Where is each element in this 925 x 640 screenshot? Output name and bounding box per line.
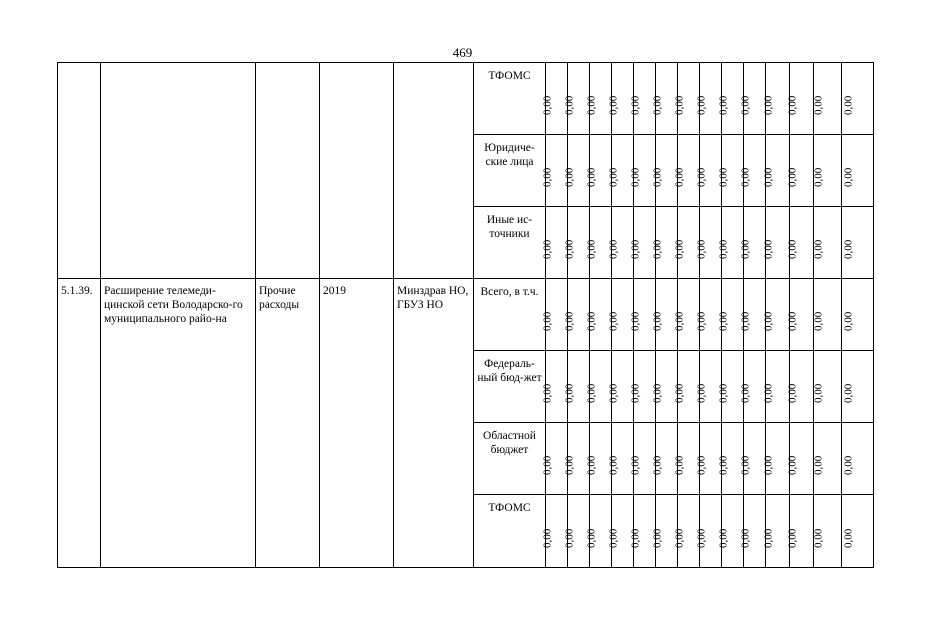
amount-cell <box>811 423 842 495</box>
amount-value: 0,00 <box>694 239 707 259</box>
amount-value: 0,00 <box>540 167 553 187</box>
amount-value: 0,00 <box>716 311 729 331</box>
amount-value: 0,00 <box>628 95 641 115</box>
amount-value: 0,00 <box>811 311 824 331</box>
amount-value: 0,00 <box>738 239 751 259</box>
amount-value: 0,00 <box>785 167 798 187</box>
amount-cell <box>842 279 874 351</box>
amount-value: 0,00 <box>540 528 553 548</box>
amount-value: 0,00 <box>584 167 597 187</box>
amount-value: 0,00 <box>672 167 685 187</box>
amount-value: 0,00 <box>841 311 854 331</box>
amount-cell <box>842 351 874 423</box>
amount-value: 0,00 <box>650 383 663 403</box>
amount-value: 0,00 <box>841 383 854 403</box>
amount-value: 0,00 <box>738 455 751 475</box>
amount-value: 0,00 <box>540 455 553 475</box>
amount-cell <box>785 63 814 135</box>
amount-value: 0,00 <box>785 95 798 115</box>
amount-cell <box>785 279 814 351</box>
amount-cell <box>842 423 874 495</box>
amount-value: 0,00 <box>761 528 774 548</box>
expense-type-cell: Прочие расходы <box>256 279 320 568</box>
amount-cell <box>811 135 842 207</box>
amount-value: 0,00 <box>694 95 707 115</box>
amount-value: 0,00 <box>650 167 663 187</box>
funding-source-cell: ТФОМС <box>474 63 546 135</box>
amount-value: 0,00 <box>811 455 824 475</box>
amount-value: 0,00 <box>738 528 751 548</box>
amount-value: 0,00 <box>811 239 824 259</box>
amount-value: 0,00 <box>672 95 685 115</box>
amount-value: 0,00 <box>562 239 575 259</box>
amount-value: 0,00 <box>650 455 663 475</box>
amount-cell <box>842 495 874 568</box>
amount-value: 0,00 <box>811 95 824 115</box>
amount-value: 0,00 <box>761 167 774 187</box>
amount-value: 0,00 <box>540 311 553 331</box>
year-cell <box>320 63 394 279</box>
amount-value: 0,00 <box>540 383 553 403</box>
amount-cell <box>785 351 814 423</box>
amount-value: 0,00 <box>785 311 798 331</box>
funding-source-cell: Всего, в т.ч. <box>474 279 546 351</box>
amount-cell <box>785 135 814 207</box>
amount-value: 0,00 <box>716 528 729 548</box>
amount-value: 0,00 <box>562 311 575 331</box>
funding-source-cell: Областной бюджет <box>474 423 546 495</box>
amount-value: 0,00 <box>650 311 663 331</box>
amount-value: 0,00 <box>811 383 824 403</box>
amount-value: 0,00 <box>650 95 663 115</box>
amount-value: 0,00 <box>716 455 729 475</box>
amount-value: 0,00 <box>606 383 619 403</box>
table-row <box>58 279 874 351</box>
amount-value: 0,00 <box>694 383 707 403</box>
table-row <box>58 63 874 135</box>
amount-cell <box>842 135 874 207</box>
amount-value: 0,00 <box>562 383 575 403</box>
amount-value: 0,00 <box>694 455 707 475</box>
amount-value: 0,00 <box>761 455 774 475</box>
row-number-cell: 5.1.39. <box>58 279 101 568</box>
amount-value: 0,00 <box>606 528 619 548</box>
amount-value: 0,00 <box>628 311 641 331</box>
amount-cell <box>811 207 842 279</box>
amount-value: 0,00 <box>562 167 575 187</box>
amount-value: 0,00 <box>628 455 641 475</box>
amount-value: 0,00 <box>716 239 729 259</box>
amount-value: 0,00 <box>650 239 663 259</box>
amount-value: 0,00 <box>694 528 707 548</box>
amount-cell <box>785 495 814 568</box>
funding-source-cell: Юридиче-ские лица <box>474 135 546 207</box>
amount-value: 0,00 <box>584 239 597 259</box>
amount-cell <box>785 207 814 279</box>
amount-value: 0,00 <box>628 528 641 548</box>
amount-value: 0,00 <box>785 455 798 475</box>
amount-value: 0,00 <box>841 455 854 475</box>
amount-cell <box>842 207 874 279</box>
amount-value: 0,00 <box>716 383 729 403</box>
amount-value: 0,00 <box>562 95 575 115</box>
amount-value: 0,00 <box>738 167 751 187</box>
amount-value: 0,00 <box>628 383 641 403</box>
amount-cell <box>811 279 842 351</box>
amount-value: 0,00 <box>694 311 707 331</box>
amount-value: 0,00 <box>672 528 685 548</box>
amount-cell <box>811 495 842 568</box>
amount-value: 0,00 <box>606 311 619 331</box>
amount-value: 0,00 <box>628 167 641 187</box>
amount-value: 0,00 <box>738 383 751 403</box>
amount-value: 0,00 <box>606 95 619 115</box>
amount-value: 0,00 <box>672 239 685 259</box>
amount-value: 0,00 <box>584 95 597 115</box>
measure-name-cell: Расширение телемеди-цинской сети Володарско-го муниципального райо-на <box>101 279 256 568</box>
amount-value: 0,00 <box>672 383 685 403</box>
amount-value: 0,00 <box>606 239 619 259</box>
amount-value: 0,00 <box>584 455 597 475</box>
amount-value: 0,00 <box>716 95 729 115</box>
amount-value: 0,00 <box>584 528 597 548</box>
year-cell: 2019 <box>320 279 394 568</box>
amount-value: 0,00 <box>785 528 798 548</box>
amount-value: 0,00 <box>785 383 798 403</box>
amount-value: 0,00 <box>785 239 798 259</box>
amount-value: 0,00 <box>738 95 751 115</box>
amount-value: 0,00 <box>811 167 824 187</box>
amount-value: 0,00 <box>540 239 553 259</box>
amount-value: 0,00 <box>672 455 685 475</box>
amount-value: 0,00 <box>761 311 774 331</box>
amount-value: 0,00 <box>761 239 774 259</box>
funding-source-cell: Федераль-ный бюд-жет <box>474 351 546 423</box>
amount-cell <box>811 63 842 135</box>
amount-value: 0,00 <box>761 95 774 115</box>
expense-type-cell <box>256 63 320 279</box>
executor-cell <box>394 63 474 279</box>
amount-value: 0,00 <box>584 383 597 403</box>
amount-cell <box>785 423 814 495</box>
amount-value: 0,00 <box>606 167 619 187</box>
amount-value: 0,00 <box>562 455 575 475</box>
measure-name-cell <box>101 63 256 279</box>
amount-value: 0,00 <box>811 528 824 548</box>
amount-value: 0,00 <box>540 95 553 115</box>
amount-value: 0,00 <box>841 95 854 115</box>
budget-table <box>57 62 874 568</box>
amount-value: 0,00 <box>650 528 663 548</box>
amount-cell <box>811 351 842 423</box>
amount-value: 0,00 <box>738 311 751 331</box>
amount-value: 0,00 <box>606 455 619 475</box>
amount-cell <box>842 63 874 135</box>
amount-value: 0,00 <box>841 528 854 548</box>
amount-value: 0,00 <box>694 167 707 187</box>
amount-value: 0,00 <box>841 167 854 187</box>
amount-value: 0,00 <box>584 311 597 331</box>
amount-value: 0,00 <box>628 239 641 259</box>
amount-value: 0,00 <box>672 311 685 331</box>
amount-value: 0,00 <box>716 167 729 187</box>
amount-value: 0,00 <box>562 528 575 548</box>
executor-cell: Минздрав НО, ГБУЗ НО <box>394 279 474 568</box>
page-number: 469 <box>452 45 473 60</box>
funding-source-cell: ТФОМС <box>474 495 546 568</box>
amount-value: 0,00 <box>841 239 854 259</box>
amount-value: 0,00 <box>761 383 774 403</box>
funding-source-cell: Иные ис-точники <box>474 207 546 279</box>
row-number-cell <box>58 63 101 279</box>
